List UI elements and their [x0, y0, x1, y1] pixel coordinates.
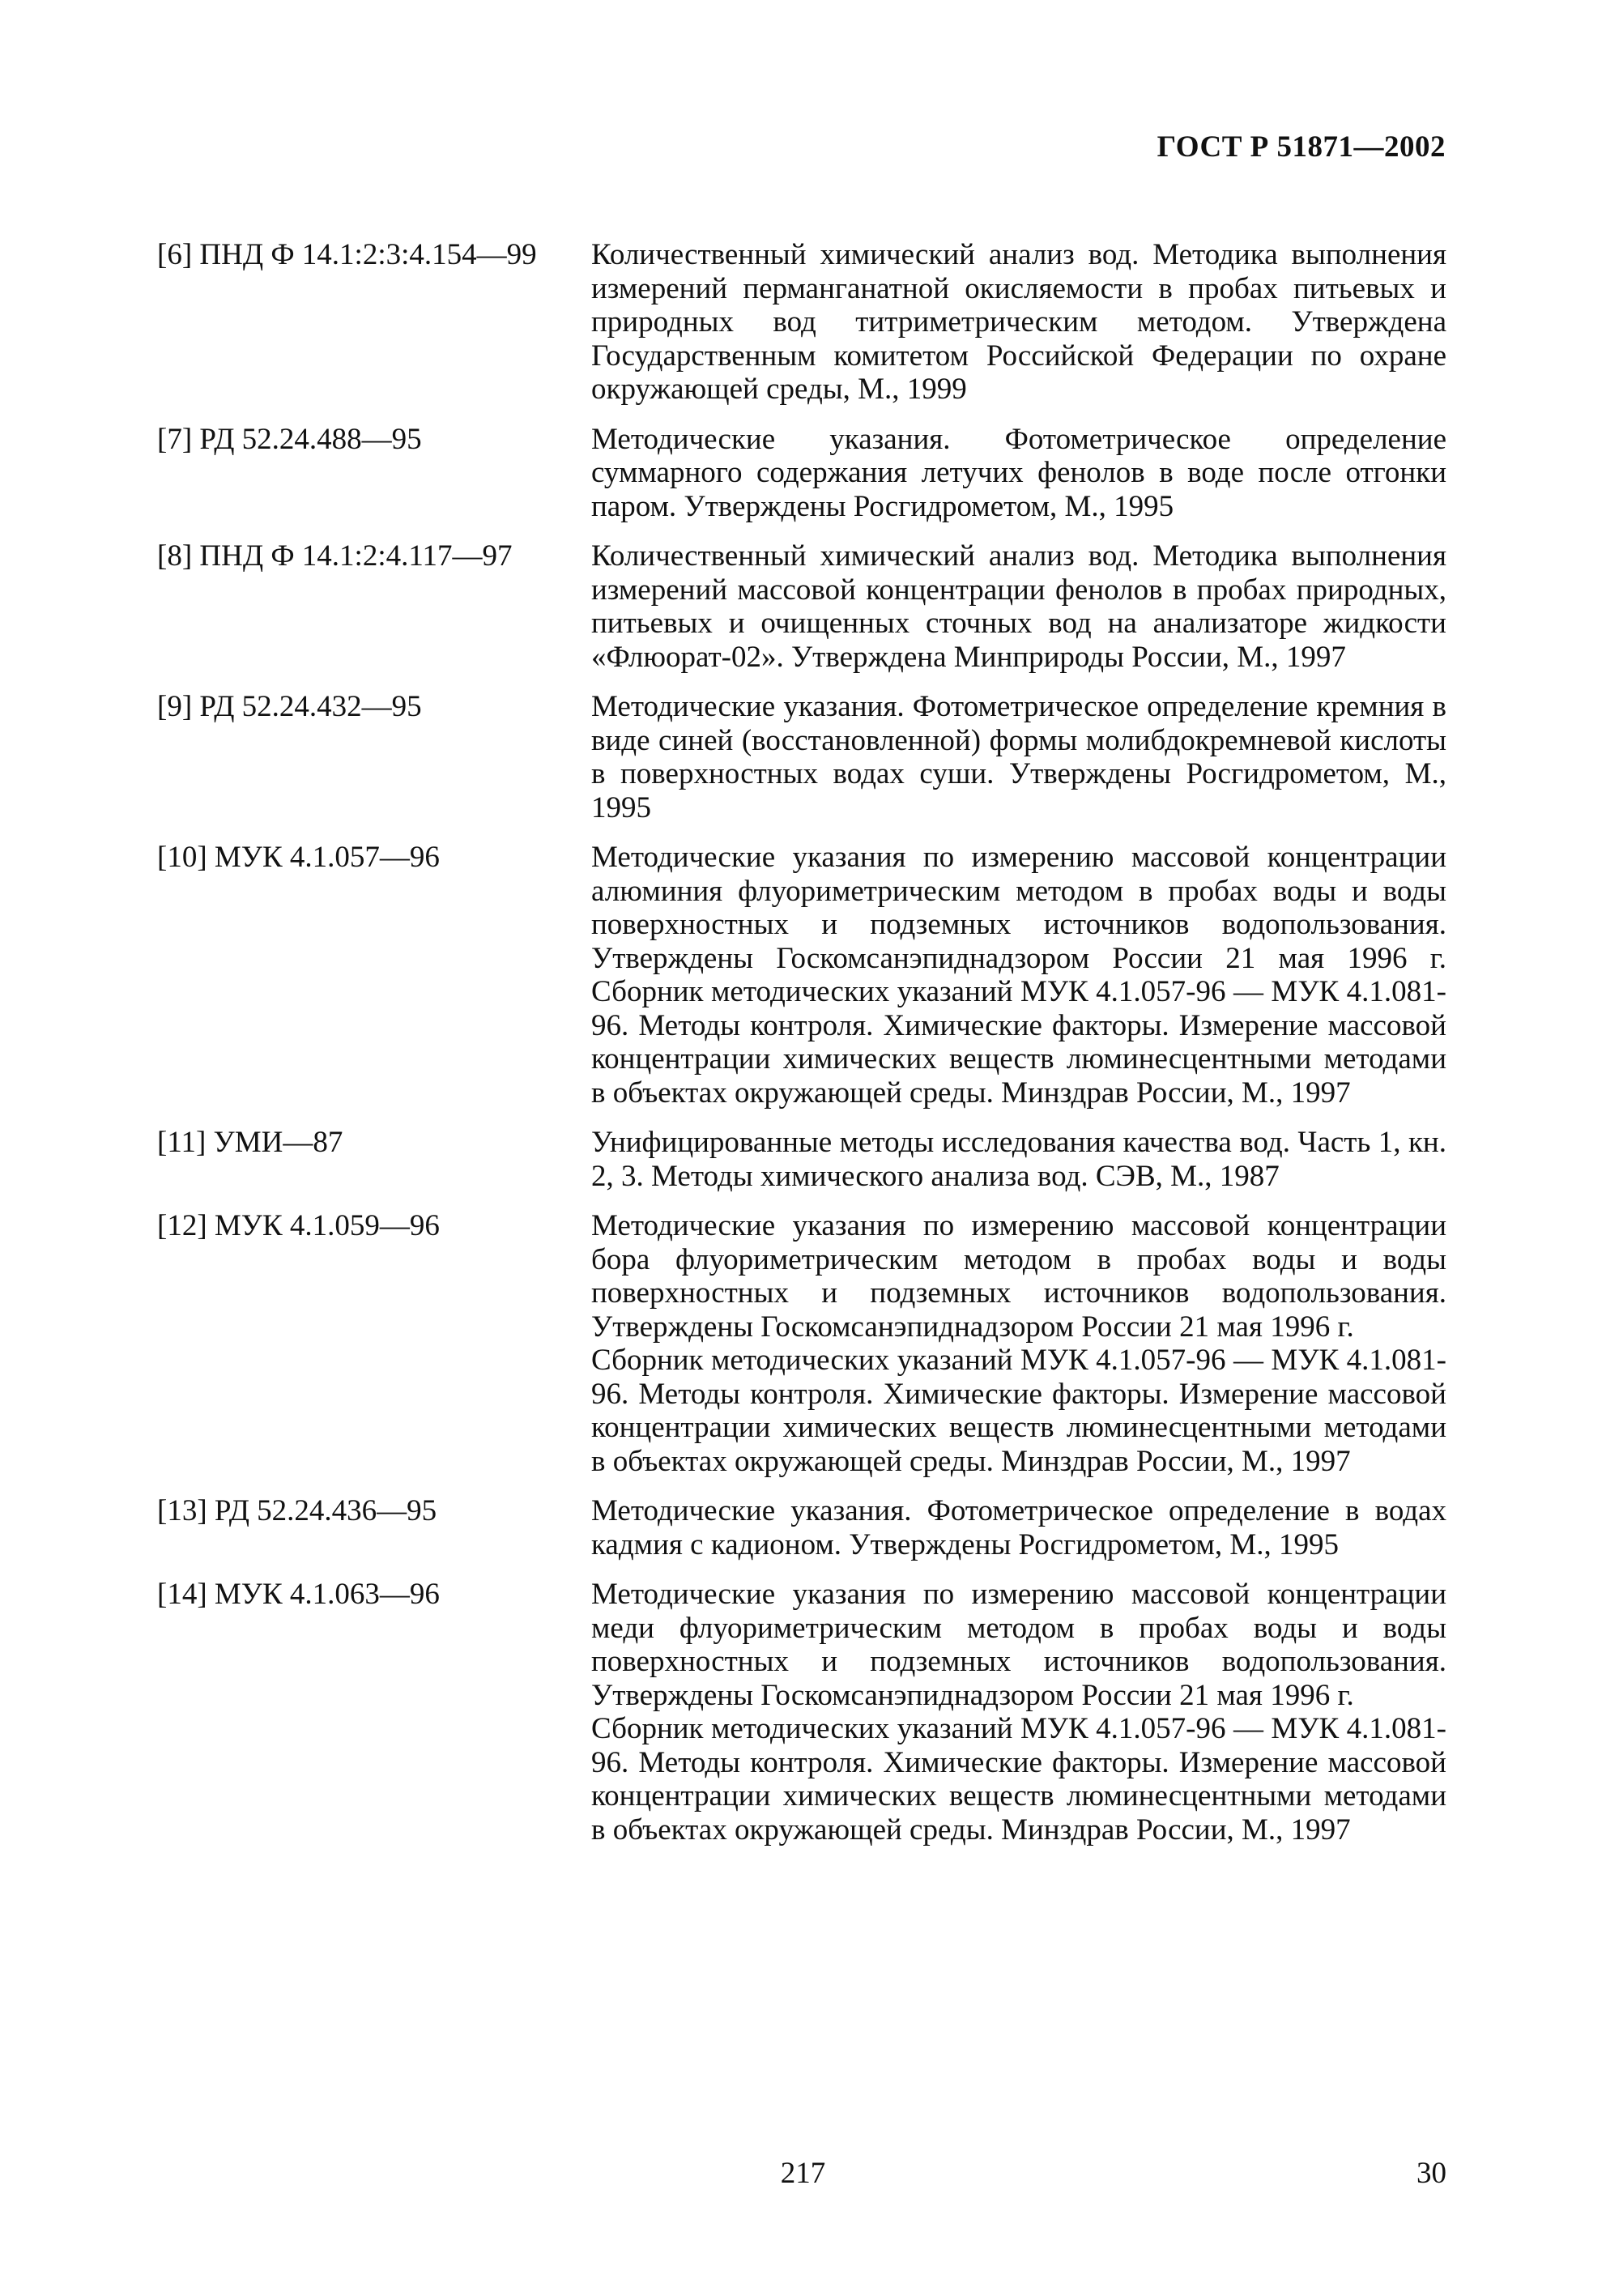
- reference-description: [591, 1209, 1446, 1478]
- reference-paragraph: Сборник методических указаний МУК 4.1.057-96 — МУК 4.1.081-96. Методы контроля. Химические факторы. Измерение массовой концентрации химических веществ люминесцентными методами в объектах окружающей среды. Минздрав России, М., 1997: [591, 1712, 1446, 1847]
- reference-code: [8] ПНД Ф 14.1:2:4.117—97: [157, 539, 513, 573]
- reference-item: [157, 238, 1446, 407]
- reference-description: [591, 1494, 1446, 1561]
- page-number-right: 30: [1416, 2157, 1446, 2190]
- reference-code: [9] РД 52.24.432—95: [157, 690, 422, 723]
- reference-code: [7] РД 52.24.488—95: [157, 422, 422, 456]
- reference-paragraph: Методические указания. Фотометрическое определение в водах кадмия с кадионом. Утверждены Росгидрометом, М., 1995: [591, 1494, 1446, 1561]
- reference-paragraph: Сборник методических указаний МУК 4.1.057-96 — МУК 4.1.081-96. Методы контроля. Химические факторы. Измерение массовой концентрации химических веществ люминесцентными методами в объектах окружающей среды. Минздрав России, М., 1997: [591, 1344, 1446, 1478]
- reference-description: [591, 238, 1446, 407]
- reference-code: [13] РД 52.24.436—95: [157, 1494, 437, 1527]
- reference-description: [591, 690, 1446, 824]
- reference-paragraph: Методические указания. Фотометрическое определение кремния в виде синей (восстановленной) формы молибдокремневой кислоты в поверхностных водах суши. Утверждены Росгидрометом, М., 1995: [591, 690, 1446, 824]
- reference-code: [10] МУК 4.1.057—96: [157, 841, 440, 874]
- reference-paragraph: Унифицированные методы исследования качества вод. Часть 1, кн. 2, 3. Методы химического анализа вод. СЭВ, М., 1987: [591, 1126, 1446, 1193]
- reference-item: [157, 1494, 1446, 1561]
- reference-paragraph: Методические указания по измерению массовой концентрации меди флуориметрическим методом в пробах воды и воды поверхностных и подземных источников водопользования. Утверждены Госкомсанэпиднадзором России 21 мая 1996 г.: [591, 1578, 1446, 1712]
- reference-paragraph: Количественный химический анализ вод. Методика выполнения измерений массовой концентрации фенолов в пробах природных, питьевых и очищенных сточных вод на анализаторе жидкости «Флюорат-02». Утверждена Минприроды России, М., 1997: [591, 539, 1446, 674]
- reference-item: [157, 423, 1446, 524]
- reference-paragraph: Методические указания по измерению массовой концентрации алюминия флуориметрическим методом в пробах воды и воды поверхностных и подземных источников водопользования. Утверждены Госкомсанэпиднадзором России 21 мая 1996 г. Сборник методических указаний МУК 4.1.057-96 — МУК 4.1.081-96. Методы контроля. Химические факторы. Измерение массовой концентрации химических веществ люминесцентными методами в объектах окружающей среды. Минздрав России, М., 1997: [591, 841, 1446, 1110]
- reference-item: [157, 690, 1446, 824]
- reference-code: [12] МУК 4.1.059—96: [157, 1209, 440, 1242]
- reference-description: [591, 539, 1446, 674]
- reference-code: [6] ПНД Ф 14.1:2:3:4.154—99: [157, 238, 537, 271]
- reference-item: [157, 1126, 1446, 1193]
- reference-description: [591, 1126, 1446, 1193]
- reference-paragraph: Количественный химический анализ вод. Методика выполнения измерений перманганатной окисляемости в пробах питьевых и природных вод титриметрическим методом. Утверждена Государственным комитетом Российской Федерации по охране окружающей среды, М., 1999: [591, 238, 1446, 406]
- reference-description: [591, 423, 1446, 524]
- standard-title: ГОСТ Р 51871—2002: [1157, 130, 1446, 164]
- reference-paragraph: Методические указания. Фотометрическое определение суммарного содержания летучих фенолов в воде после отгонки паром. Утверждены Росгидрометом, М., 1995: [591, 422, 1446, 523]
- reference-item: [157, 841, 1446, 1110]
- page-number-center: 217: [780, 2157, 826, 2190]
- references-list: [157, 238, 1446, 1863]
- reference-item: [157, 1209, 1446, 1478]
- reference-paragraph: Методические указания по измерению массовой концентрации бора флуориметрическим методом в пробах воды и воды поверхностных и подземных источников водопользования. Утверждены Госкомсанэпиднадзором России 21 мая 1996 г.: [591, 1209, 1446, 1344]
- reference-item: [157, 1578, 1446, 1847]
- reference-description: [591, 1578, 1446, 1847]
- reference-description: [591, 841, 1446, 1110]
- reference-code: [14] МУК 4.1.063—96: [157, 1578, 440, 1611]
- reference-item: [157, 539, 1446, 674]
- reference-code: [11] УМИ—87: [157, 1126, 343, 1159]
